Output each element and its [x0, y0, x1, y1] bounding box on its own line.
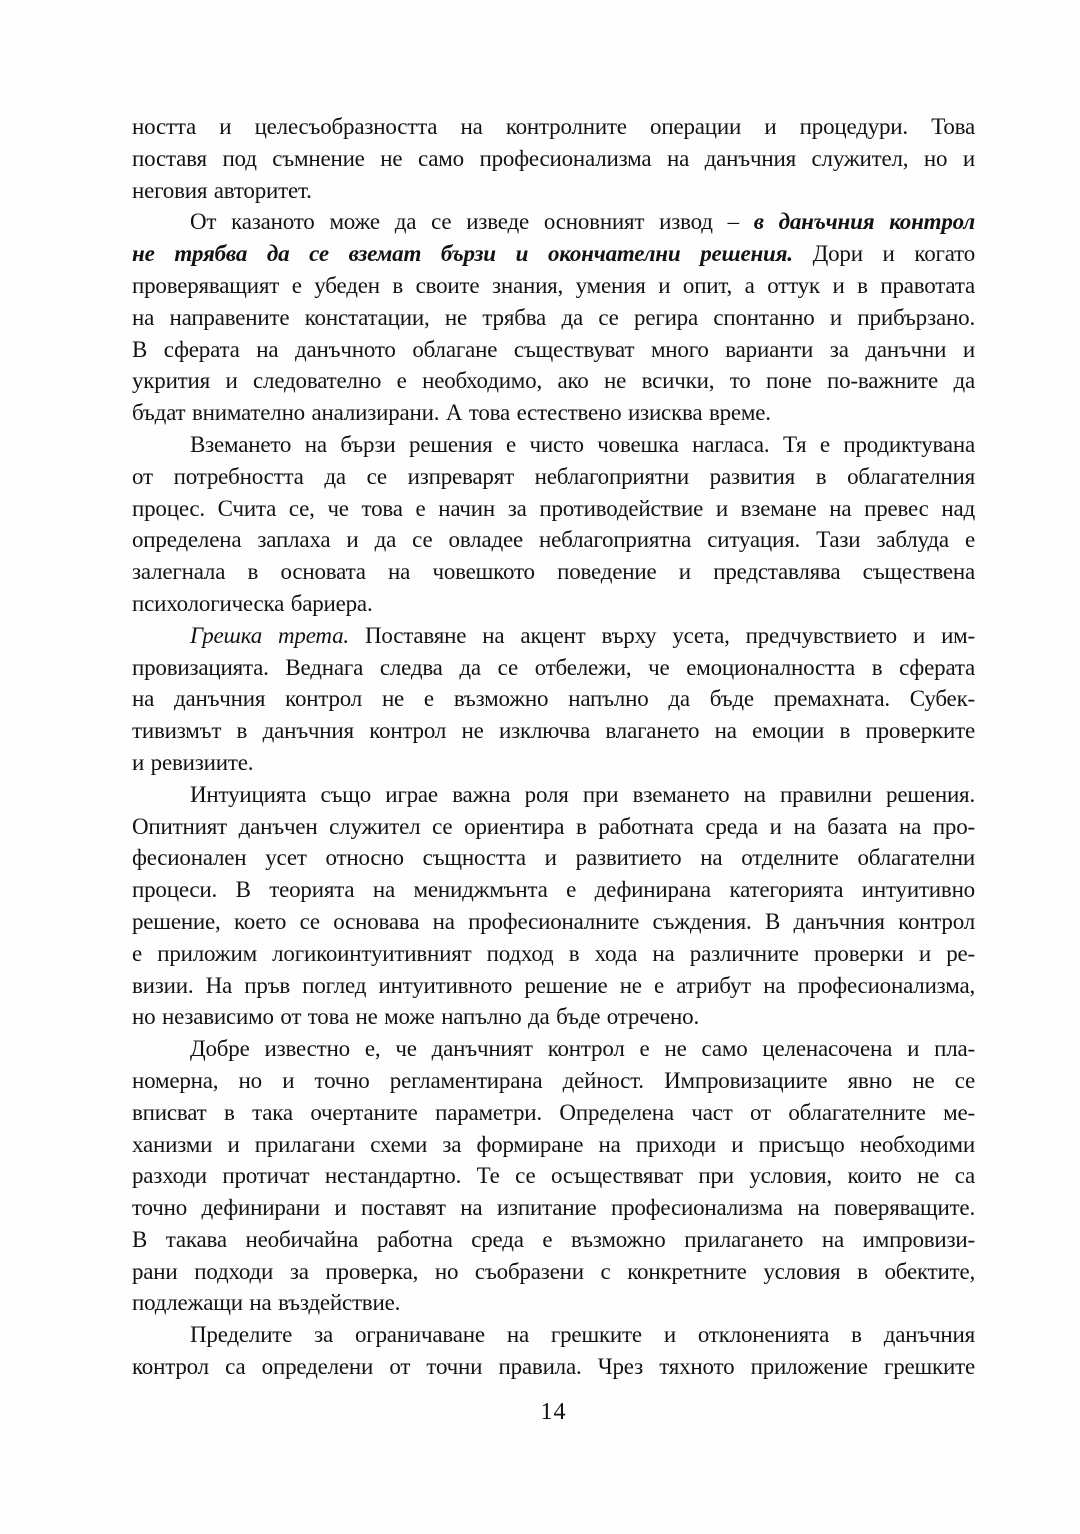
- text-run: рани подходи за проверка, но съобразени с конкретните условия в обектите,: [132, 1258, 975, 1284]
- text-line: [132, 620, 975, 652]
- text-run: от потребността да се изпреварят неблагоприятни развития в облагателния: [132, 463, 975, 489]
- text-run: психологическа бариера.: [132, 590, 373, 616]
- paragraph-5: [132, 779, 975, 1033]
- page-number: 14: [540, 1399, 567, 1425]
- text-line: [132, 524, 975, 556]
- text-line: [132, 1224, 975, 1256]
- text-line: [132, 1001, 975, 1033]
- paragraph-1: [132, 111, 975, 206]
- text-run: поставя под съмнение не само професионализма на данъчния служител, но и: [132, 145, 975, 171]
- text-run: Дори и когато: [792, 241, 975, 267]
- text-line: [132, 238, 975, 270]
- text-run: Интуицията също играе важна роля при вземането на правилни решения.: [190, 781, 975, 807]
- text-run: визии. На пръв поглед интуитивното решение не е атрибут на професионализма,: [132, 972, 975, 998]
- text-run: ханизми и прилагани схеми за формиране на приходи и присъщо необходими: [132, 1131, 975, 1157]
- text-line: [132, 461, 975, 493]
- text-run: процеси. В теорията на мениджмънта е дефинирана категорията интуитивно: [132, 877, 975, 903]
- text-run: и ревизиите.: [132, 749, 254, 775]
- text-line: [132, 652, 975, 684]
- text-run: определена заплаха и да се овладее неблагоприятна ситуация. Тази заблуда е: [132, 527, 975, 553]
- text-run: От казаното може да се изведе основният извод –: [190, 209, 754, 235]
- text-line: [132, 683, 975, 715]
- text-line: [132, 906, 975, 938]
- text-line: [132, 1319, 975, 1351]
- emphasis-bold-italic: не трябва да се вземат бързи и окончателни решения.: [132, 241, 793, 267]
- text-run: на направените констатации, не трябва да се регира спонтанно и прибързано.: [132, 304, 975, 330]
- text-line: [132, 970, 975, 1002]
- text-run: В сферата на данъчното облагане съществуват много варианти за данъчни и: [132, 336, 975, 362]
- text-line: [132, 175, 975, 207]
- text-run: номерна, но и точно регламентирана дейност. Импровизациите явно не се: [132, 1067, 975, 1093]
- text-line: [132, 811, 975, 843]
- text-run: залегнала в основата на човешкото поведение и представлява съществена: [132, 559, 975, 585]
- text-line: [132, 1033, 975, 1065]
- text-run: точно дефинирани и поставят на изпитание професионализма на поверяващите.: [132, 1195, 975, 1221]
- text-run: подлежащи на въздействие.: [132, 1290, 401, 1316]
- text-line: [132, 747, 975, 779]
- text-run: проверяващият е убеден в своите знания, умения и опит, а оттук и в правотата: [132, 272, 975, 298]
- text-line: [132, 1256, 975, 1288]
- text-run: процес. Счита се, че това е начин за противодействие и вземане на превес над: [132, 495, 975, 521]
- text-line: [132, 874, 975, 906]
- text-run: на данъчния контрол не е възможно напълно да бъде премахната. Субек-: [132, 686, 975, 712]
- text-line: [132, 206, 975, 238]
- text-line: [132, 1129, 975, 1161]
- text-run: Опитният данъчен служител се ориентира в работната среда и на базата на про-: [132, 813, 975, 839]
- text-run: Пределите за ограничаване на грешките и отклоненията в данъчния: [190, 1322, 975, 1348]
- text-line: [132, 302, 975, 334]
- text-line: [132, 493, 975, 525]
- text-run: контрол са определени от точни правила. Чрез тяхното приложение грешките: [132, 1354, 975, 1380]
- text-line: [132, 1160, 975, 1192]
- text-run: е приложим логикоинтуитивният подход в хода на различните проверки и ре-: [132, 940, 975, 966]
- text-line: [132, 429, 975, 461]
- text-line: [132, 842, 975, 874]
- text-line: [132, 1097, 975, 1129]
- text-run: бъдат внимателно анализирани. А това естествено изисква време.: [132, 400, 771, 426]
- paragraph-7: [132, 1319, 975, 1383]
- text-line: [132, 938, 975, 970]
- text-run: тивизмът в данъчния контрол не изключва влагането на емоции в проверките: [132, 718, 975, 744]
- text-run: Добре известно е, че данъчният контрол е не само целенасочена и пла-: [190, 1036, 975, 1062]
- text-line: [132, 334, 975, 366]
- text-run: Поставяне на акцент върху усета, предчувствието и им-: [348, 622, 975, 648]
- text-run: но независимо от това не може напълно да бъде отречено.: [132, 1004, 699, 1030]
- text-line: [132, 588, 975, 620]
- text-run: провизацията. Веднага следва да се отбележи, че емоционалността в сферата: [132, 654, 975, 680]
- text-line: [132, 111, 975, 143]
- text-line: [132, 365, 975, 397]
- text-run: неговия авторитет.: [132, 177, 312, 203]
- text-line: [132, 715, 975, 747]
- text-run: разходи протичат нестандартно. Те се осъществяват при условия, които не са: [132, 1163, 975, 1189]
- paragraph-3: [132, 429, 975, 620]
- text-line: [132, 556, 975, 588]
- text-line: [132, 1351, 975, 1383]
- text-run: решение, което се основава на професионалните съждения. В данъчния контрол: [132, 908, 975, 934]
- emphasis-bold-italic: в данъчния контрол: [753, 209, 975, 235]
- paragraph-2: [132, 206, 975, 429]
- text-line: [132, 1287, 975, 1319]
- text-line: [132, 1065, 975, 1097]
- text-line: [132, 1192, 975, 1224]
- text-run: Вземането на бързи решения е чисто човешка нагласа. Тя е продиктувана: [190, 431, 975, 457]
- text-line: [132, 779, 975, 811]
- text-run: фесионален усет относно същността и развитието на отделните облагателни: [132, 845, 975, 871]
- text-run: укрития и следователно е необходимо, ако не всички, то поне по-важните да: [132, 368, 975, 394]
- emphasis-italic: Грешка трета.: [190, 622, 349, 648]
- paragraph-6: [132, 1033, 975, 1319]
- text-run: В такава необичайна работна среда е възможно прилагането на импровизи-: [132, 1226, 975, 1252]
- text-line: [132, 270, 975, 302]
- paragraph-4: [132, 620, 975, 779]
- text-run: вписват в така очертаните параметри. Определена част от облагателните ме-: [132, 1099, 975, 1125]
- document-body: [132, 111, 975, 1383]
- text-run: ността и целесъобразността на контролните операции и процедури. Това: [132, 114, 975, 139]
- text-line: [132, 397, 975, 429]
- text-line: [132, 143, 975, 175]
